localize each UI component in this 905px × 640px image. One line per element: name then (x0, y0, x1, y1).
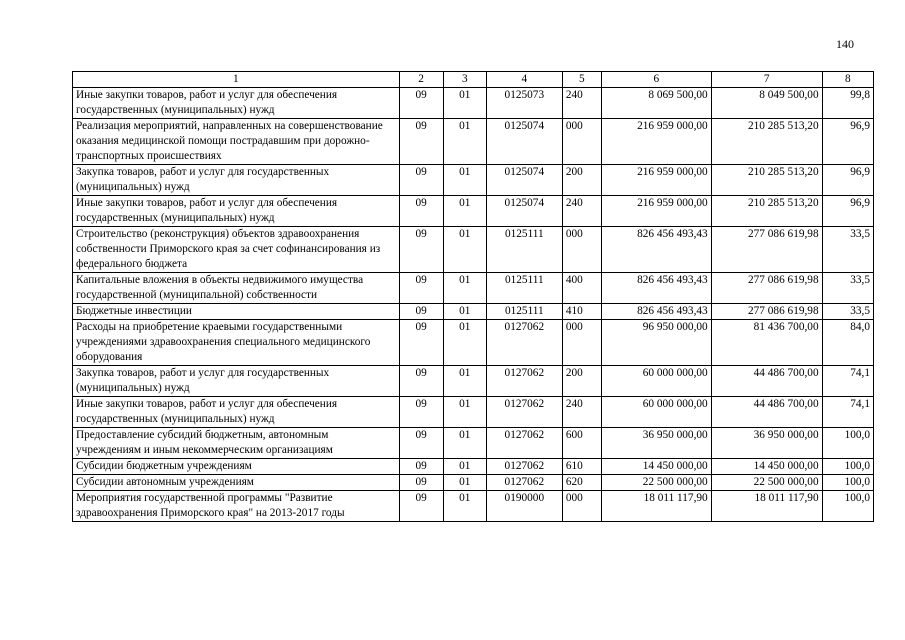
subsection-code-cell: 01 (443, 428, 486, 459)
table-row (73, 475, 874, 491)
row-name-cell: Закупка товаров, работ и услуг для государственных (муниципальных) нужд (73, 165, 400, 196)
subsection-code-cell: 01 (443, 196, 486, 227)
subsection-code-cell: 01 (443, 366, 486, 397)
section-code-cell: 09 (399, 88, 443, 119)
expense-type-cell: 240 (562, 88, 601, 119)
section-code-cell: 09 (399, 475, 443, 491)
expense-type-cell: 600 (562, 428, 601, 459)
section-code-cell: 09 (399, 196, 443, 227)
percent-cell: 96,9 (822, 196, 873, 227)
section-code-cell: 09 (399, 227, 443, 273)
table-row (73, 366, 874, 397)
table-row (73, 165, 874, 196)
expense-type-cell: 000 (562, 320, 601, 366)
table-row (73, 491, 874, 522)
section-code-cell: 09 (399, 428, 443, 459)
planned-amount-cell: 60 000 000,00 (601, 397, 711, 428)
row-name-cell: Иные закупки товаров, работ и услуг для обеспечения государственных (муниципальных) нужд (73, 196, 400, 227)
actual-amount-cell: 44 486 700,00 (711, 397, 822, 428)
target-item-cell: 0127062 (486, 459, 562, 475)
target-item-cell: 0127062 (486, 428, 562, 459)
column-header: 8 (822, 72, 873, 88)
actual-amount-cell: 14 450 000,00 (711, 459, 822, 475)
target-item-cell: 0125074 (486, 196, 562, 227)
planned-amount-cell: 36 950 000,00 (601, 428, 711, 459)
actual-amount-cell: 18 011 117,90 (711, 491, 822, 522)
percent-cell: 99,8 (822, 88, 873, 119)
actual-amount-cell: 210 285 513,20 (711, 119, 822, 165)
planned-amount-cell: 60 000 000,00 (601, 366, 711, 397)
percent-cell: 33,5 (822, 227, 873, 273)
column-header: 1 (73, 72, 400, 88)
planned-amount-cell: 22 500 000,00 (601, 475, 711, 491)
column-header: 4 (486, 72, 562, 88)
column-header: 7 (711, 72, 822, 88)
section-code-cell: 09 (399, 397, 443, 428)
subsection-code-cell: 01 (443, 491, 486, 522)
planned-amount-cell: 14 450 000,00 (601, 459, 711, 475)
subsection-code-cell: 01 (443, 165, 486, 196)
target-item-cell: 0127062 (486, 320, 562, 366)
subsection-code-cell: 01 (443, 459, 486, 475)
actual-amount-cell: 44 486 700,00 (711, 366, 822, 397)
planned-amount-cell: 8 069 500,00 (601, 88, 711, 119)
target-item-cell: 0125111 (486, 304, 562, 320)
page-number: 140 (836, 37, 854, 51)
percent-cell: 96,9 (822, 119, 873, 165)
column-header: 5 (562, 72, 601, 88)
row-name-cell: Мероприятия государственной программы "Развитие здравоохранения Приморского края" на 2013-2017 годы (73, 491, 400, 522)
subsection-code-cell: 01 (443, 475, 486, 491)
row-name-cell: Иные закупки товаров, работ и услуг для обеспечения государственных (муниципальных) нужд (73, 397, 400, 428)
row-name-cell: Предоставление субсидий бюджетным, автономным учреждениям и иным некоммерческим организациям (73, 428, 400, 459)
percent-cell: 74,1 (822, 366, 873, 397)
actual-amount-cell: 36 950 000,00 (711, 428, 822, 459)
planned-amount-cell: 826 456 493,43 (601, 227, 711, 273)
planned-amount-cell: 826 456 493,43 (601, 273, 711, 304)
expense-type-cell: 240 (562, 196, 601, 227)
section-code-cell: 09 (399, 459, 443, 475)
target-item-cell: 0125073 (486, 88, 562, 119)
target-item-cell: 0127062 (486, 366, 562, 397)
row-name-cell: Субсидии автономным учреждениям (73, 475, 400, 491)
actual-amount-cell: 81 436 700,00 (711, 320, 822, 366)
section-code-cell: 09 (399, 320, 443, 366)
target-item-cell: 0127062 (486, 475, 562, 491)
row-name-cell: Бюджетные инвестиции (73, 304, 400, 320)
expense-type-cell: 000 (562, 119, 601, 165)
subsection-code-cell: 01 (443, 273, 486, 304)
table-row (73, 196, 874, 227)
target-item-cell: 0127062 (486, 397, 562, 428)
planned-amount-cell: 216 959 000,00 (601, 196, 711, 227)
section-code-cell: 09 (399, 304, 443, 320)
percent-cell: 33,5 (822, 304, 873, 320)
actual-amount-cell: 277 086 619,98 (711, 227, 822, 273)
actual-amount-cell: 22 500 000,00 (711, 475, 822, 491)
expense-type-cell: 240 (562, 397, 601, 428)
percent-cell: 74,1 (822, 397, 873, 428)
percent-cell: 100,0 (822, 428, 873, 459)
section-code-cell: 09 (399, 119, 443, 165)
target-item-cell: 0125111 (486, 273, 562, 304)
planned-amount-cell: 18 011 117,90 (601, 491, 711, 522)
expense-type-cell: 410 (562, 304, 601, 320)
table-row (73, 320, 874, 366)
actual-amount-cell: 277 086 619,98 (711, 304, 822, 320)
table-row (73, 428, 874, 459)
expense-type-cell: 400 (562, 273, 601, 304)
actual-amount-cell: 210 285 513,20 (711, 165, 822, 196)
table-row (73, 227, 874, 273)
planned-amount-cell: 216 959 000,00 (601, 165, 711, 196)
table-row (73, 273, 874, 304)
table-header-row (73, 72, 874, 88)
percent-cell: 100,0 (822, 491, 873, 522)
percent-cell: 100,0 (822, 459, 873, 475)
percent-cell: 33,5 (822, 273, 873, 304)
subsection-code-cell: 01 (443, 304, 486, 320)
target-item-cell: 0125074 (486, 165, 562, 196)
expense-type-cell: 610 (562, 459, 601, 475)
row-name-cell: Закупка товаров, работ и услуг для государственных (муниципальных) нужд (73, 366, 400, 397)
row-name-cell: Расходы на приобретение краевыми государственными учреждениями здравоохранения специального медицинского оборудования (73, 320, 400, 366)
budget-table (72, 71, 874, 522)
expense-type-cell: 200 (562, 366, 601, 397)
row-name-cell: Реализация мероприятий, направленных на совершенствование оказания медицинской помощи пострадавшим при дорожно-транспортных происшествиях (73, 119, 400, 165)
row-name-cell: Иные закупки товаров, работ и услуг для обеспечения государственных (муниципальных) нужд (73, 88, 400, 119)
table-row (73, 459, 874, 475)
actual-amount-cell: 8 049 500,00 (711, 88, 822, 119)
actual-amount-cell: 210 285 513,20 (711, 196, 822, 227)
expense-type-cell: 000 (562, 491, 601, 522)
column-header: 3 (443, 72, 486, 88)
section-code-cell: 09 (399, 165, 443, 196)
target-item-cell: 0125111 (486, 227, 562, 273)
column-header: 6 (601, 72, 711, 88)
percent-cell: 96,9 (822, 165, 873, 196)
table-row (73, 119, 874, 165)
subsection-code-cell: 01 (443, 88, 486, 119)
subsection-code-cell: 01 (443, 320, 486, 366)
row-name-cell: Субсидии бюджетным учреждениям (73, 459, 400, 475)
row-name-cell: Строительство (реконструкция) объектов здравоохранения собственности Приморского края за счет софинансирования из федерального бюджета (73, 227, 400, 273)
subsection-code-cell: 01 (443, 227, 486, 273)
section-code-cell: 09 (399, 273, 443, 304)
section-code-cell: 09 (399, 366, 443, 397)
expense-type-cell: 200 (562, 165, 601, 196)
column-header: 2 (399, 72, 443, 88)
table-row (73, 88, 874, 119)
percent-cell: 84,0 (822, 320, 873, 366)
planned-amount-cell: 96 950 000,00 (601, 320, 711, 366)
table-row (73, 304, 874, 320)
planned-amount-cell: 216 959 000,00 (601, 119, 711, 165)
target-item-cell: 0125074 (486, 119, 562, 165)
section-code-cell: 09 (399, 491, 443, 522)
planned-amount-cell: 826 456 493,43 (601, 304, 711, 320)
target-item-cell: 0190000 (486, 491, 562, 522)
actual-amount-cell: 277 086 619,98 (711, 273, 822, 304)
expense-type-cell: 620 (562, 475, 601, 491)
subsection-code-cell: 01 (443, 397, 486, 428)
expense-type-cell: 000 (562, 227, 601, 273)
subsection-code-cell: 01 (443, 119, 486, 165)
row-name-cell: Капитальные вложения в объекты недвижимого имущества государственной (муниципальной) собственности (73, 273, 400, 304)
table-row (73, 397, 874, 428)
percent-cell: 100,0 (822, 475, 873, 491)
